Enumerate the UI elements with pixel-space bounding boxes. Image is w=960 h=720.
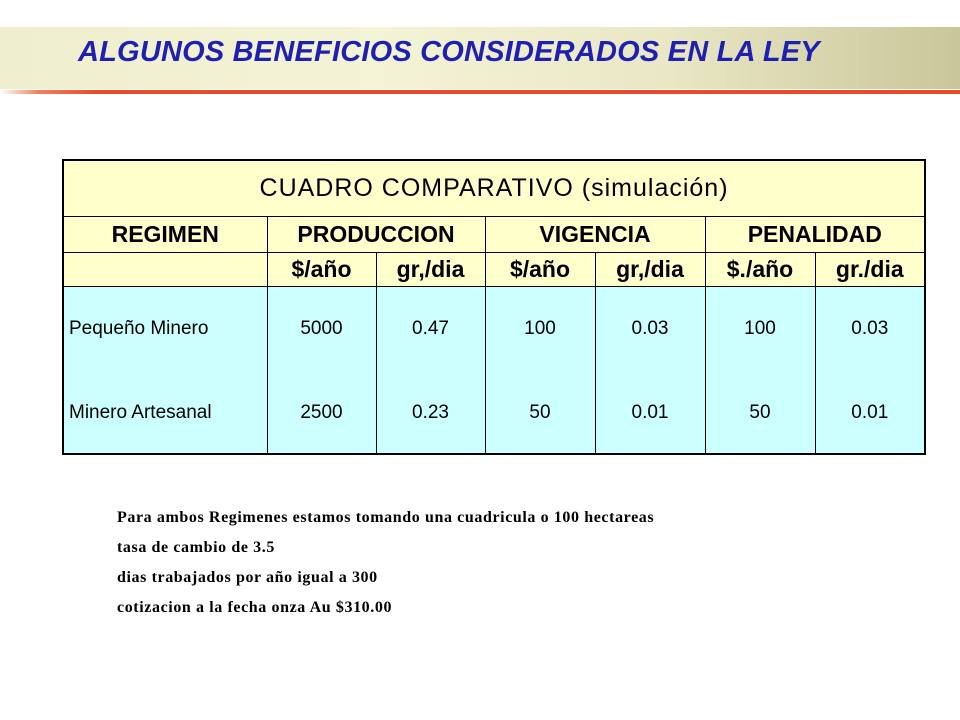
note-line: cotizacion a la fecha onza Au $310.00 xyxy=(117,599,393,616)
produccion-gr-column xyxy=(376,287,485,455)
header-vigencia: VIGENCIA xyxy=(485,217,705,253)
subheader-penalidad-gr: gr./dia xyxy=(815,253,925,287)
table-cell: 5000 xyxy=(300,318,343,339)
table-body-row xyxy=(63,287,925,455)
table-cell: 2500 xyxy=(300,402,343,423)
header-produccion: PRODUCCION xyxy=(267,217,485,253)
title-underline xyxy=(0,90,960,94)
subheader-produccion-gr: gr,/dia xyxy=(376,253,485,287)
notes-block xyxy=(117,508,654,628)
table-cell: 100 xyxy=(524,318,556,339)
table-cell: 0.01 xyxy=(631,402,669,423)
table-cell: 0.01 xyxy=(851,402,889,423)
vigencia-gr-column xyxy=(595,287,705,455)
penalidad-usd-column xyxy=(705,287,815,455)
table-cell: 0.03 xyxy=(631,318,669,339)
table-cell: 0.23 xyxy=(412,402,449,423)
subheader-empty xyxy=(63,253,267,287)
table-cell: 0.47 xyxy=(412,318,449,339)
table-cell: 50 xyxy=(529,402,551,423)
table-cell: 50 xyxy=(749,402,771,423)
table-cell: 100 xyxy=(744,318,776,339)
subheader-vigencia-usd: $/año xyxy=(485,253,595,287)
table-caption: CUADRO COMPARATIVO (simulación) xyxy=(63,160,925,217)
subheader-penalidad-usd: $./año xyxy=(705,253,815,287)
row-label-pequeno-minero: Pequeño Minero xyxy=(69,318,209,339)
note-line: Para ambos Regimenes estamos tomando una cuadricula o 100 hectareas xyxy=(117,509,655,526)
note-line: tasa de cambio de 3.5 xyxy=(117,539,275,556)
header-regimen: REGIMEN xyxy=(63,217,267,253)
vigencia-usd-column xyxy=(485,287,595,455)
subheader-vigencia-gr: gr,/dia xyxy=(595,253,705,287)
slide-title: ALGUNOS BENEFICIOS CONSIDERADOS EN LA LEY xyxy=(78,36,820,68)
regimen-column xyxy=(63,287,267,455)
produccion-usd-column xyxy=(267,287,376,455)
subheader-produccion-usd: $/año xyxy=(267,253,376,287)
comparison-table xyxy=(62,159,926,455)
penalidad-gr-column xyxy=(815,287,925,455)
table-cell: 0.03 xyxy=(851,318,889,339)
header-penalidad: PENALIDAD xyxy=(705,217,925,253)
note-line: dias trabajados por año igual a 300 xyxy=(117,569,378,586)
row-label-minero-artesanal: Minero Artesanal xyxy=(69,402,212,423)
